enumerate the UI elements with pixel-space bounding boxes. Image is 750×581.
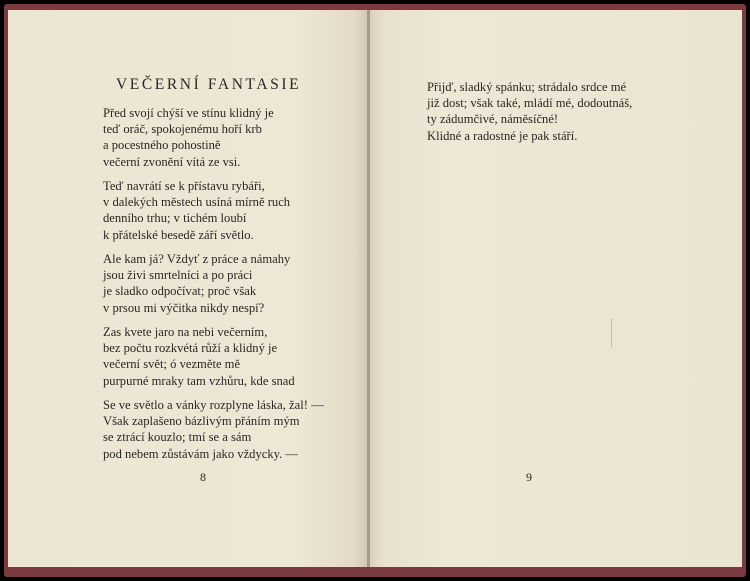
verse-line: bez počtu rozkvétá růží a klidný je (103, 341, 278, 356)
verse-line: je sladko odpočívat; proč však (103, 284, 257, 299)
page-number-left: 8 (200, 470, 206, 484)
stanza-3 (103, 251, 290, 316)
stanza-4 (103, 324, 295, 389)
verse-line: ty zádumčivé, náměsíčné! (427, 112, 559, 127)
verse-line: Před svojí chýší ve stínu klidný je (103, 106, 274, 120)
verse-line: Teď navrátí se k přístavu rybáři, (103, 179, 265, 193)
verse-line: Klidné a radostné je pak stáří. (427, 128, 578, 143)
book-gutter (367, 10, 370, 567)
verse-line: večerní svět; ó vezměte mě (103, 357, 241, 372)
page-number-right: 9 (526, 470, 532, 484)
verse-line: večerní zvonění vítá ze vsi. (103, 154, 241, 169)
verse-line: již dost; však také, mládí mé, dodoutnáš, (427, 96, 633, 111)
verse-line: v dalekých městech usíná mírně ruch (103, 195, 291, 210)
verse-line: pod nebem zůstávám jako vždycky. — (103, 446, 299, 461)
stanza-2 (103, 178, 290, 243)
verse-line: v prsou mi výčitka nikdy nespí? (103, 300, 265, 315)
verse-line: Zas kvete jaro na nebi večerním, (103, 325, 268, 339)
verse-line: teď oráč, spokojenému hoří krb (103, 122, 262, 137)
verse-line: Přijď, sladký spánku; strádalo srdce mé (427, 80, 627, 94)
poem-title: VEČERNÍ FANTASIE (116, 76, 302, 93)
right-stanza (427, 79, 632, 144)
verse-line: Ale kam já? Vždyť z práce a námahy (103, 252, 291, 266)
verse-line: Se ve světlo a vánky rozplyne láska, žal! — (103, 398, 324, 412)
stanza-5 (103, 397, 324, 462)
stanza-1 (103, 105, 274, 170)
verse-line: denního trhu; v tichém loubí (103, 211, 247, 226)
verse-line: Však zaplašeno bázlivým přáním mým (103, 414, 300, 429)
verse-line: jsou živi smrtelníci a po práci (103, 268, 253, 283)
verse-line: a pocestného pohostině (103, 138, 221, 153)
verse-line: purpurné mraky tam vzhůru, kde snad (103, 373, 295, 388)
verse-line: se ztrácí kouzlo; tmí se a sám (103, 430, 252, 445)
paper-mark (611, 318, 612, 348)
verse-line: k přátelské besedě září světlo. (103, 227, 254, 242)
